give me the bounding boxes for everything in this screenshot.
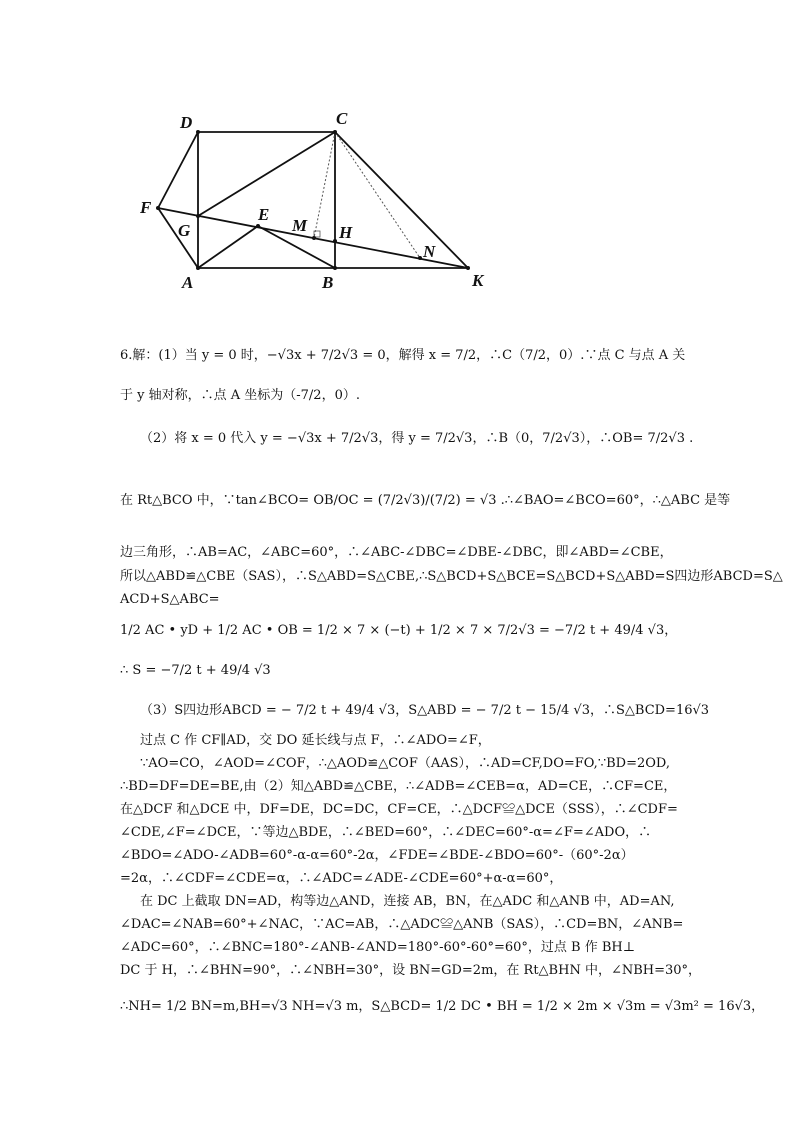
solution-line: ∠CDE,∠F=∠DCE，∵等边△BDE，∴∠BED=60°，∴∠DEC=60°-α=∠F=∠ADO，∴ (120, 825, 652, 840)
solution-line: ∴ S = −7/2 t + 49/4 √3 (120, 663, 271, 678)
solution-line: 在 Rt△BCO 中，∵tan∠BCO= OB/OC = (7/2√3)/(7/2) = √3 .∴∠BAO=∠BCO=60°，∴△ABC 是等 (120, 493, 731, 508)
solution-line: ∠ADC=60°，∴∠BNC=180°-∠ANB-∠AND=180°-60°-60°=60°，过点 B 作 BH⊥ (120, 940, 635, 955)
point-label-d: D (180, 113, 193, 132)
solution-line: =2α，∴∠CDF=∠CDE=α，∴∠ADC=∠ADE-∠CDE=60°+α-α=60°， (120, 871, 563, 886)
point-label-m: M (292, 216, 308, 235)
solution-line: ∴NH= 1/2 BN=m,BH=√3 NH=√3 m，S△BCD= 1/2 DC • BH = 1/2 × 2m × √3m = √3m² = 16√3， (120, 999, 765, 1014)
point-label-h: H (339, 223, 353, 242)
solution-line: ∵AO=CO，∠AOD=∠COF，∴△AOD≌△COF（AAS），∴AD=CF,DO=FO,∵BD=2OD, (140, 756, 670, 771)
solution-line: 所以△ABD≌△CBE（SAS），∴S△ABD=S△CBE,∴S△BCD+S△BCE=S△BCD+S△ABD=S四边形ABCD=S△ (120, 569, 783, 584)
solution-line: 6.解：(1）当 y = 0 时，−√3x + 7/2√3 = 0，解得 x = 7/2，∴C（7/2，0）.∵点 C 与点 A 关 (120, 348, 686, 363)
solution-line: 1/2 AC • yD + 1/2 AC • OB = 1/2 × 7 × (−t) + 1/2 × 7 × 7/2√3 = −7/2 t + 49/4 √3， (120, 623, 678, 638)
solution-line: 边三角形，∴AB=AC，∠ABC=60°，∴∠ABC-∠DBC=∠DBE-∠DBC，即∠ABD=∠CBE， (120, 545, 673, 560)
solution-line: ∠DAC=∠NAB=60°+∠NAC，∵AC=AB，∴△ADC≌△ANB（SAS），∴CD=BN，∠ANB= (120, 917, 684, 932)
point-label-c: C (336, 109, 348, 128)
point-label-a: A (182, 273, 194, 292)
solution-line: 过点 C 作 CF∥AD，交 DO 延长线与点 F，∴∠ADO=∠F， (140, 733, 491, 748)
solution-line: ∠BDO=∠ADO-∠ADB=60°-α-α=60°-2α，∠FDE=∠BDE-∠BDO=60°-（60°-2α） (120, 848, 634, 863)
point-label-g: G (178, 221, 191, 240)
solution-line: 于 y 轴对称，∴点 A 坐标为（-7/2，0）. (120, 388, 360, 403)
solution-line: ACD+S△ABC= (120, 592, 220, 607)
solution-line: （3）S四边形ABCD = − 7/2 t + 49/4 √3，S△ABD = − 7/2 t − 15/4 √3，∴S△BCD=16√3 (140, 703, 710, 718)
point-label-f: F (140, 198, 152, 217)
solution-line: DC 于 H，∴∠BHN=90°，∴∠NBH=30°，设 BN=GD=2m，在 Rt△BHN 中，∠NBH=30°， (120, 963, 702, 978)
geometry-diagram (130, 100, 510, 300)
point-label-b: B (322, 273, 334, 292)
solution-line: （2）将 x = 0 代入 y = −√3x + 7/2√3，得 y = 7/2√3，∴B（0，7/2√3），∴OB= 7/2√3 . (140, 431, 694, 446)
geometry-figure (130, 100, 510, 300)
solution-line: 在△DCF 和△DCE 中，DF=DE，DC=DC，CF=CE，∴△DCF≌△DCE（SSS），∴∠CDF= (120, 802, 678, 817)
solution-line: ∴BD=DF=DE=BE,由（2）知△ABD≌△CBE，∴∠ADB=∠CEB=α，AD=CE，∴CF=CE， (120, 779, 677, 794)
point-label-n: N (423, 242, 436, 261)
point-label-k: K (472, 271, 484, 290)
point-label-e: E (258, 205, 270, 224)
solution-line: 在 DC 上截取 DN=AD，构等边△AND，连接 AB，BN，在△ADC 和△ANB 中，AD=AN, (140, 894, 675, 909)
